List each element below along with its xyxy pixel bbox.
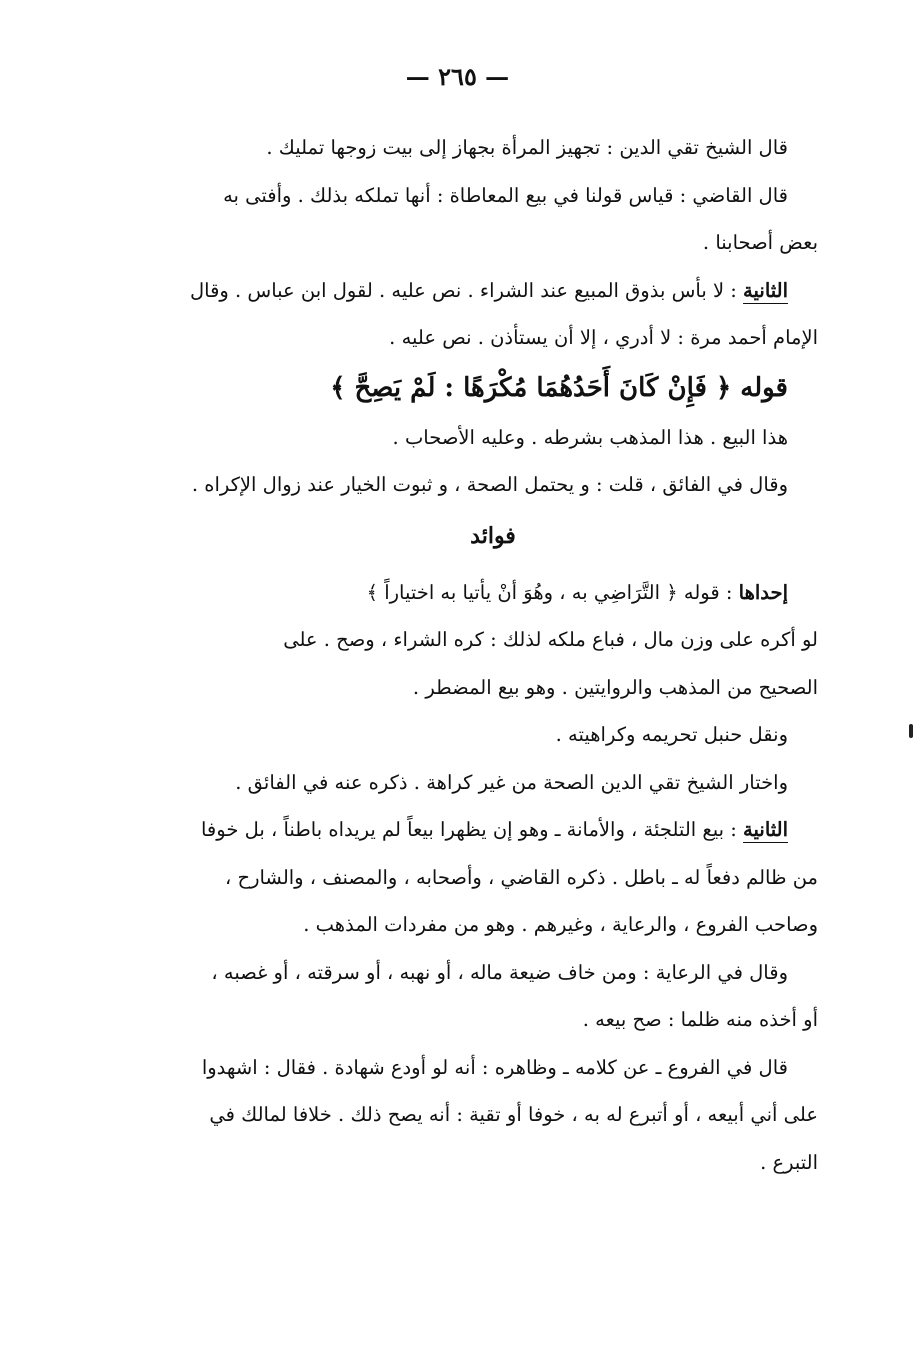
second-point-term: الثانية bbox=[743, 278, 788, 302]
section-heading: فوائد bbox=[470, 522, 516, 549]
text-line: الإمام أحمد مرة : لا أدري ، إلا أن يستأذن . نص عليه . bbox=[389, 326, 818, 349]
text-line: على أني أبيعه ، أو أتبرع له به ، خوفا أو تقية : أنه يصح ذلك . خلافا لمالك في bbox=[209, 1103, 818, 1126]
text-line: بعض أصحابنا . bbox=[702, 231, 818, 254]
second-point-line bbox=[168, 267, 818, 315]
first-benefit-term: إحداها bbox=[738, 580, 788, 604]
text-line: من ظالم دفعاً له ـ باطل . ذكره القاضي ، وأصحابه ، والمصنف ، والشارح ، bbox=[224, 865, 818, 889]
page-body bbox=[168, 124, 818, 1186]
text-line: قال القاضي : قياس قولنا في بيع المعاطاة : أنها تملكه بذلك . وأفتى به bbox=[223, 183, 788, 207]
text-line: ونقل حنبل تحريمه وكراهيته . bbox=[555, 723, 788, 746]
text-line: واختار الشيخ تقي الدين الصحة من غير كراهة . ذكره عنه في الفائق . bbox=[235, 770, 788, 794]
second-benefit-line bbox=[168, 806, 818, 854]
text-line: أو أخذه منه ظلما : صح بيعه . bbox=[582, 1008, 818, 1031]
text-line: التبرع . bbox=[760, 1150, 818, 1174]
text-line: لو أكره على وزن مال ، فباع ملكه لذلك : كره الشراء ، وصح . على bbox=[283, 628, 818, 651]
text-line: وصاحب الفروع ، والرعاية ، وغيرهم . وهو من مفردات المذهب . bbox=[303, 913, 818, 936]
first-benefit-text: : قوله ﴿ التَّرَاضِي به ، وهُوَ أنْ يأتيا به اختياراً ﴾ bbox=[366, 580, 733, 604]
quranic-quote-line: قوله ﴿ فَإِنْ كَانَ أَحَدُهُمَا مُكْرَهًا : لَمْ يَصِحَّ ﴾ bbox=[330, 372, 788, 403]
text-line: وقال في الفائق ، قلت : و يحتمل الصحة ، و ثبوت الخيار عند زوال الإكراه . bbox=[191, 473, 788, 496]
second-benefit-term: الثانية bbox=[743, 818, 788, 841]
text-line: قال في الفروع ـ عن كلامه ـ وظاهره : أنه لو أودع شهادة . فقال : اشهدوا bbox=[201, 1055, 788, 1079]
second-benefit-text: : بيع التلجئة ، والأمانة ـ وهو إن يظهرا بيعاً لم يريداه باطناً ، بل خوفا bbox=[200, 818, 737, 841]
text-line: الصحيح من المذهب والروايتين . وهو بيع المضطر . bbox=[412, 675, 818, 699]
text-line: قال الشيخ تقي الدين : تجهيز المرأة بجهاز إلى بيت زوجها تمليك . bbox=[266, 136, 788, 159]
page-number: — ٢٦٥ — bbox=[405, 62, 510, 91]
scan-edge-mark bbox=[909, 724, 913, 738]
text-line: هذا البيع . هذا المذهب بشرطه . وعليه الأصحاب . bbox=[392, 425, 788, 449]
text-line: وقال في الرعاية : ومن خاف ضيعة ماله ، أو نهبه ، أو سرقته ، أو غصبه ، bbox=[211, 960, 788, 984]
first-benefit-line bbox=[168, 569, 818, 617]
second-point-text: : لا بأس بذوق المبيع عند الشراء . نص عليه . لقول ابن عباس . وقال bbox=[189, 278, 737, 302]
